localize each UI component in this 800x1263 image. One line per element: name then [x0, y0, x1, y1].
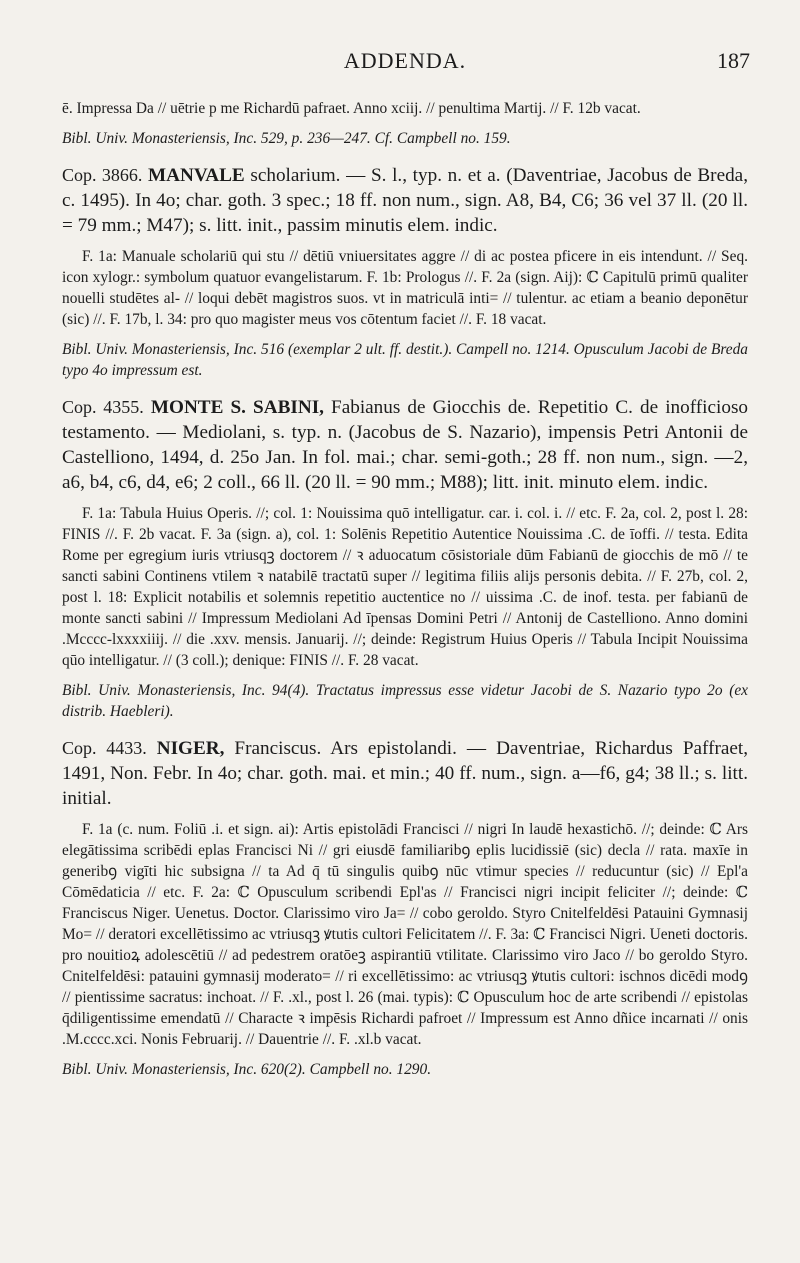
entry-4433 — [62, 736, 748, 1080]
entry-heading-text: Fabianus de Giocchis de. Repetitio C. de inofficioso testamento. — Mediolani, s. typ. n. (Jacobus de S. Nazario), impensis Petri Antonii de Castelliono, 1494, d. 25o Jan. In fol. mai.; char. semi-goth.; 28 ff. non num., sign. —2, a6, b4, c6, d4, e6; 2 coll., 66 ll. (20 ll. = 90 mm.; M88); litt. init. minuto elem. indic. — [62, 397, 749, 493]
entry-heading — [62, 736, 748, 811]
page-number: 187 — [717, 48, 750, 73]
entry-bibliography: Bibl. Univ. Monasteriensis, Inc. 94(4). Tractatus impressus esse videtur Jacobi de S. Nazario typo 2o (ex distrib. Haebleri). — [62, 682, 748, 720]
entry-heading-text: Franciscus. Ars epistolandi. — Daventriae, Richardus Paffraet, 1491, Non. Febr. In 4o; char. goth. mai. et min.; 40 ff. num., sign. a—f6, g4; 38 ll.; s. litt. initial. — [62, 738, 749, 809]
entry-keyword: MANVALE — [148, 165, 245, 186]
entry-heading — [62, 163, 748, 238]
entry-4355 — [62, 395, 748, 722]
continuation-bibliography: Bibl. Univ. Monasteriensis, Inc. 529, p. 236—247. Cf. Campbell no. 159. — [62, 130, 511, 147]
running-title: ADDENDA. — [343, 48, 467, 73]
entry-3866 — [62, 163, 748, 381]
entry-label: Cop. 4433. — [62, 738, 147, 758]
entry-bibliography: Bibl. Univ. Monasteriensis, Inc. 516 (exemplar 2 ult. ff. destit.). Campell no. 1214. Opusculum Jacobi de Breda typo 4o impressum est. — [62, 341, 748, 379]
entry-label: Cop. 4355. — [62, 397, 144, 417]
running-head — [60, 48, 750, 78]
entry-keyword: NIGER, — [156, 738, 225, 759]
continuation-text: ē. Impressa Da // uētrie p me Richardū pafraet. Anno xciij. // penultima Martij. // F. 12b vacat. — [62, 100, 641, 117]
page-body — [62, 98, 748, 1080]
entry-label: Cop. 3866. — [62, 165, 143, 185]
entry-description: F. 1a (c. num. Foliū .i. et sign. ai): Artis epistolādi Francisci // nigri In laudē hexastichō. //; deinde: ℂ Ars elegātissima scribēdi eplas Francisci Ni // gri eiusdē familiaribꝯ eplis lucidissiē (sic) decla // rata. maxīe in generibꝯ vigīti hic subsigna // ta Ad q̄ tū singulis quibꝯ nūc vtimur species // reducuntur (sic) // Epl'a Cōmēdaticia // etc. F. 2a: ℂ Opusculum scribendi Epl'as // Francisci nigri incipit feliciter //; deinde: ℂ Franciscus Niger. Uenetus. Doctor. Clarissimo viro Ja= // cobo geroldo. Styro Cnitelfeldēsi Patauini Gymnasij Mo= // deratori excellētissimo ac vtriusqꝫ ꝟtutis cultori Felicitatem //. F. 3a: ℂ Francisci Nigri. Ueneti doctoris. pro nouitioꝝ adolescētiū // ad pedestrem oratōeꝫ aspirantiū vtilitate. Clarissimo viro Jaco // bo geroldo Styro. Cnitelfeldēsi: patauini gymnasij moderato= // ri excellētissimo: ac vtriusqꝫ ꝟtutis cultori: ischnos dicēdi modꝯ // pientissime sacratus: inchoat. // F. .xl., post l. 26 (mai. typis): ℂ Opusculum hoc de arte scribendi // epistolas q̄diligentissime emendatū // Characte ꝛ impēsis Richardi pafroet // Impressum est Anno dñice incarnati // onis .M.cccc.xci. Nonis Februarij. // Dauentrie //. F. .xl.b vacat. — [62, 821, 748, 1048]
entry-description: F. 1a: Manuale scholariū qui stu // dētiū vniuersitates aggre // di ac postea pficere in eis intendunt. // Seq. icon xylogr.: symbolum quatuor evangelistarum. F. 1b: Prologus //. F. 2a (sign. Aij): ℂ Capitulū primū qualiter nouelli studētes al- // loqui debēt magistros suos. vt in matriculā inti= // tulentur. ac etiam a beanio deponētur (sic) //. F. 17b, l. 34: pro quo magister meus vos cōtentum faciet //. F. 18 vacat. — [62, 248, 748, 328]
entry-heading-text: scholarium. — S. l., typ. n. et a. (Daventriae, Jacobus de Breda, c. 1495). In 4o; char. goth. 3 spec.; 18 ff. non num., sign. A8, B4, C6; 36 vel 37 ll. (20 ll. = 79 mm.; M47); s. litt. init., passim minutis elem. indic. — [62, 165, 748, 236]
entry-heading — [62, 395, 748, 495]
entry-keyword: MONTE S. SABINI, — [150, 397, 324, 418]
entry-description: F. 1a: Tabula Huius Operis. //; col. 1: Nouissima quō intelligatur. car. i. col. i. // etc. F. 2a, col. 2, post l. 28: FINIS //. F. 2b vacat. F. 3a (sign. a), col. 1: Solēnis Repetitio Autentice Nouissima .C. de īoffi. // testa. Edita Rome per egregium iuris vtriusqꝫ doctorem // ꝛ aduocatum cōsistoriale dūm Fabianū de giocchis de mō // te sancti sabini Continens vtilem ꝛ natabilē tractatū super // legitima filiis alijs personis debita. // F. 27b, col. 2, post l. 18: Explicit notabilis et solemnis repetitio auctentice no // uissima .C. de inof. testa. per fabianū de monte sancti sabini // Impressum Mediolani Ad īpensas Domini Petri // Antonij de Castelliono. Anno domini .Mcccc-lxxxxiiij. // die .xxv. mensis. Januarij. //; deinde: Registrum Huius Operis // Tabula Incipit Nouissima qūo intelligatur. // (3 coll.); denique: FINIS //. F. 28 vacat. — [62, 505, 748, 669]
entry-bibliography: Bibl. Univ. Monasteriensis, Inc. 620(2). Campbell no. 1290. — [62, 1061, 432, 1078]
